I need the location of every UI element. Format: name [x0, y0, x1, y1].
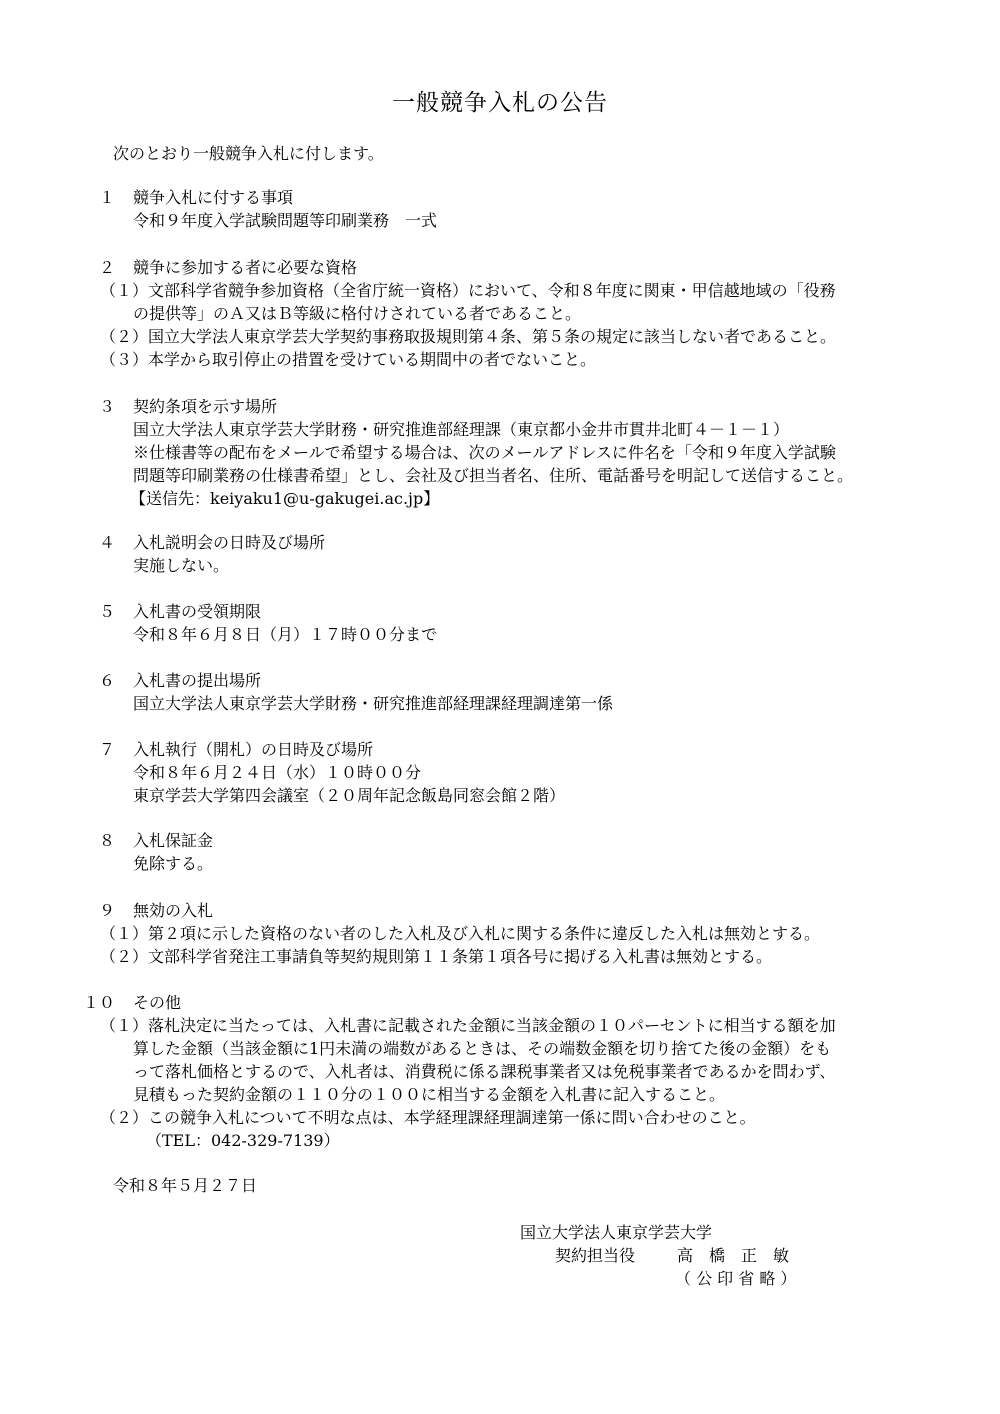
section-9-number: ９ [99, 901, 116, 920]
section-10-item-1-line-4: 見積もった契約金額の１１０分の１００に相当する金額を入札書に記入すること。 [133, 1085, 726, 1104]
section-6-number: ６ [99, 671, 116, 690]
section-9-item-1-line-1: 第２項に示した資格のない者のした入札及び入札に関する条件に違反した入札は無効とする。 [148, 924, 821, 943]
section-5-heading: 入札書の受領期限 [133, 602, 262, 621]
notice-date: 令和８年５月２７日 [113, 1176, 258, 1195]
section-3-number: ３ [99, 397, 116, 416]
signature-name: 高 橋 正 敏 [677, 1246, 790, 1265]
section-10-item-2-line-1: この競争入札について不明な点は、本学経理課経理調達第一係に問い合わせのこと。 [148, 1108, 756, 1127]
section-1-heading: 競争入札に付する事項 [133, 188, 294, 207]
section-7-heading: 入札執行（開札）の日時及び場所 [133, 740, 374, 759]
section-10-heading: その他 [133, 993, 182, 1012]
section-1-body: 令和９年度入学試験問題等印刷業務 一式 [133, 211, 438, 230]
intro-text: 次のとおり一般競争入札に付します。 [113, 144, 384, 163]
section-2-number: ２ [99, 258, 116, 277]
section-7-line-1: 令和８年６月２４日（水）１０時００分 [133, 763, 422, 782]
page-title: 一般競争入札の公告 [392, 90, 608, 116]
section-4-body: 実施しない。 [133, 556, 230, 575]
section-3-line-1: 国立大学法人東京学芸大学財務・研究推進部経理課（東京都小金井市貫井北町４－１－１） [133, 420, 790, 439]
section-10-item-1-line-2: 算した金額（当該金額に1円未満の端数があるときは、その端数金額を切り捨てた後の金額）をも [133, 1039, 832, 1058]
section-10-tel: （TEL：042-329-7139） [146, 1131, 340, 1150]
signature-role: 契約担当役 [555, 1246, 636, 1265]
section-2-item-3-line-1: 本学から取引停止の措置を受けている期間中の者でないこと。 [148, 350, 597, 369]
section-4-number: ４ [99, 533, 116, 552]
section-5-number: ５ [99, 602, 116, 621]
section-5-body: 令和８年６月８日（月）１７時００分まで [133, 625, 438, 644]
section-2-item-1-line-2: の提供等」のＡ又はＢ等級に格付けされている者であること。 [133, 304, 582, 323]
section-9-item-1-label: （１） [100, 924, 149, 943]
section-3-line-2: ※仕様書等の配布をメールで希望する場合は、次のメールアドレスに件名を「令和９年度入学試験 [133, 443, 836, 462]
section-8-number: ８ [99, 831, 116, 850]
section-3-line-3: 問題等印刷業務の仕様書希望」とし、会社及び担当者名、住所、電話番号を明記して送信すること。 [133, 466, 854, 485]
section-2-item-2-label: （２） [100, 327, 149, 346]
section-6-heading: 入札書の提出場所 [133, 671, 262, 690]
section-9-item-2-line-1: 文部科学省発注工事請負等契約規則第１１条第１項各号に掲げる入札書は無効とする。 [148, 947, 773, 966]
signature-org: 国立大学法人東京学芸大学 [520, 1223, 713, 1242]
section-8-heading: 入札保証金 [133, 831, 214, 850]
section-7-line-2: 東京学芸大学第四会議室（２０周年記念飯島同窓会館２階） [133, 786, 566, 805]
section-10-item-2-label: （２） [100, 1108, 149, 1127]
section-2-item-3-label: （３） [100, 350, 149, 369]
section-7-number: ７ [99, 740, 116, 759]
section-4-heading: 入札説明会の日時及び場所 [133, 533, 326, 552]
section-6-body: 国立大学法人東京学芸大学財務・研究推進部経理課経理調達第一係 [133, 694, 614, 713]
section-10-item-1-line-1: 落札決定に当たっては、入札書に記載された金額に当該金額の１０パーセントに相当する額を加 [148, 1016, 836, 1035]
section-10-item-1-line-3: って落札価格とするので、入札者は、消費税に係る課税事業者又は免税事業者であるかを問わず、 [133, 1062, 836, 1081]
section-1-number: １ [99, 188, 116, 207]
section-2-item-2-line-1: 国立大学法人東京学芸大学契約事務取扱規則第４条、第５条の規定に該当しない者であること。 [148, 327, 837, 346]
section-2-item-1-label: （１） [100, 281, 149, 300]
section-9-heading: 無効の入札 [133, 901, 214, 920]
section-10-item-1-label: （１） [100, 1016, 149, 1035]
signature-seal-note: （ 公 印 省 略 ） [675, 1269, 797, 1288]
section-9-item-2-label: （２） [100, 947, 149, 966]
section-10-number: １０ [83, 993, 116, 1012]
section-2-heading: 競争に参加する者に必要な資格 [133, 258, 358, 277]
section-3-email: 【送信先：keiyaku1@u-gakugei.ac.jp】 [130, 489, 440, 508]
section-2-item-1-line-1: 文部科学省競争参加資格（全省庁統一資格）において、令和８年度に関東・甲信越地域の「役務 [148, 281, 836, 300]
section-3-heading: 契約条項を示す場所 [133, 397, 278, 416]
section-8-body: 免除する。 [133, 854, 214, 873]
